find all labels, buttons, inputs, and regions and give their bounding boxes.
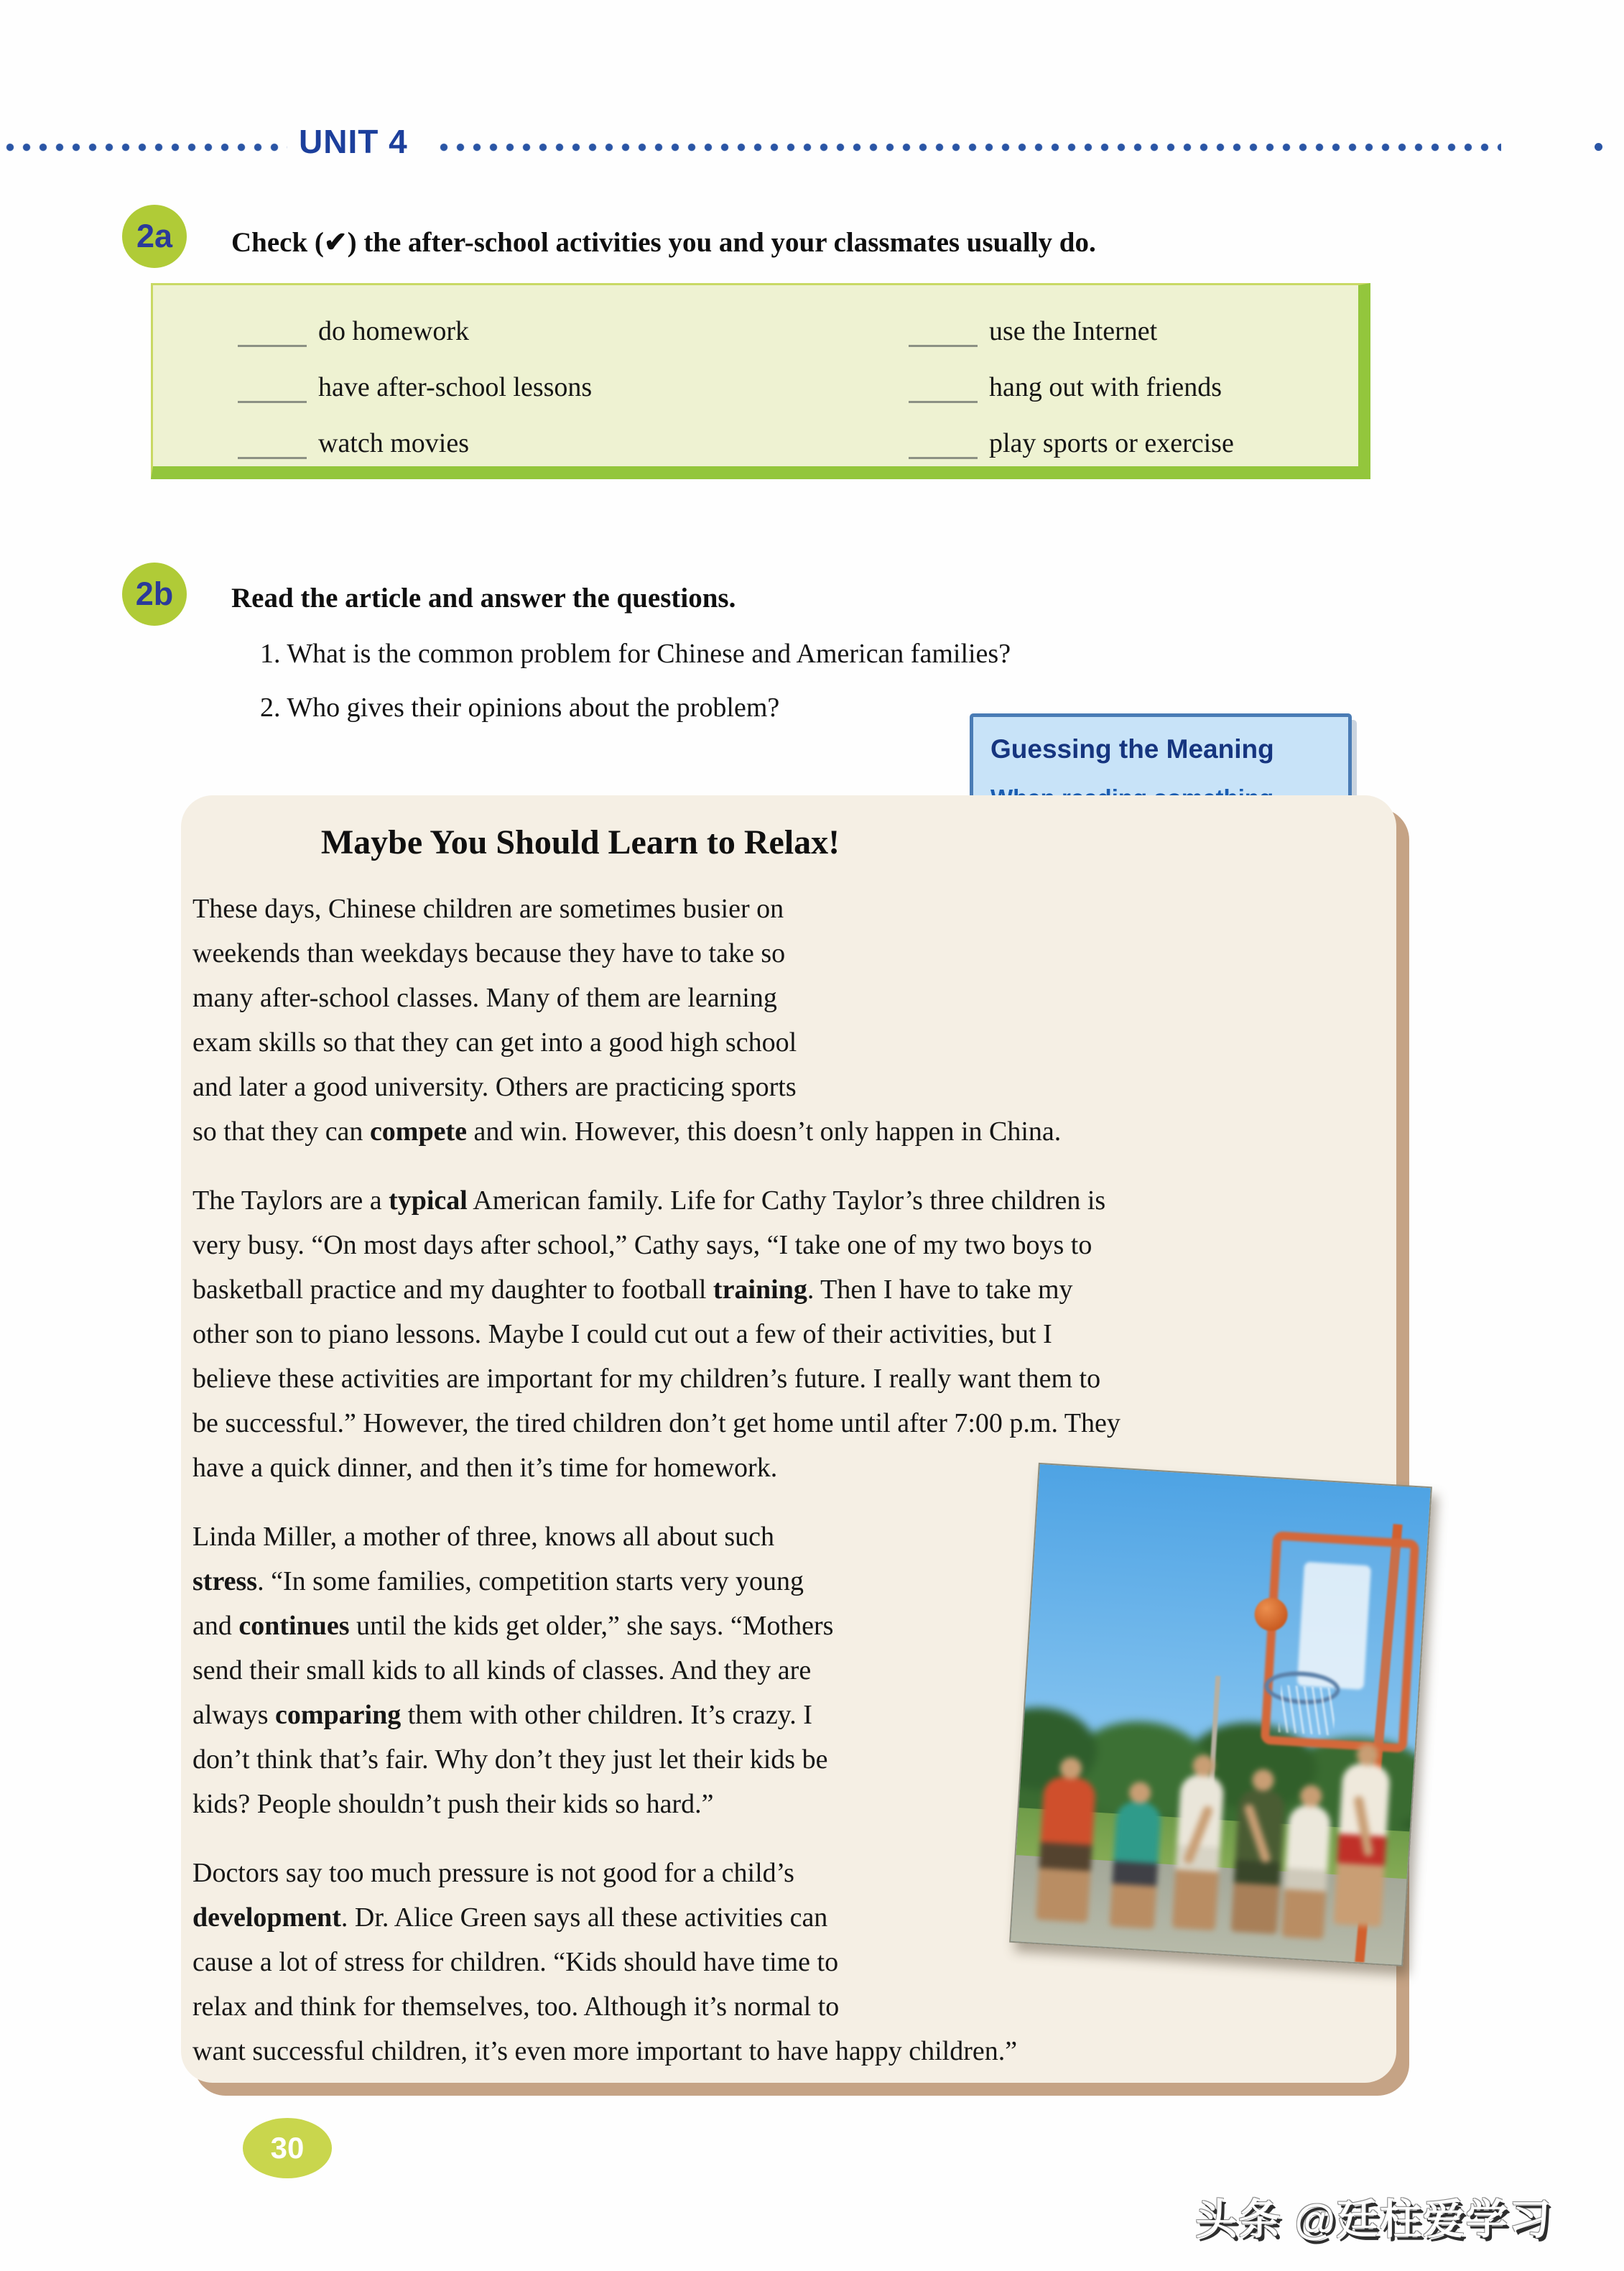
activity-label: play sports or exercise [989,428,1234,458]
answer-blank [909,374,978,403]
activities-checklist-box [151,283,1370,479]
article-text: don’t think that’s fair. Why don’t they just let their kids be [192,1744,828,1775]
article-line [192,1020,1385,1065]
watermark-text: 头条 @廷柱爱学习 [1195,2196,1552,2243]
activities-column-right [909,315,1234,484]
dotted-divider-left [6,143,287,152]
article-keyword: compete [369,1116,467,1147]
section-badge-2b: 2b [122,563,187,626]
article-text: many after-school classes. Many of them are learning [192,983,777,1013]
article-text: other son to piano lessons. Maybe I could cut out a few of their activities, but I [192,1319,1052,1349]
article-line [192,1401,1385,1446]
article-text: be successful.” However, the tired children don’t get home until after 7:00 p.m. They [192,1408,1120,1438]
article-line [192,887,1385,931]
answer-blank [909,318,978,347]
article-text: them with other children. It’s crazy. I [401,1700,812,1730]
article-text: Doctors say too much pressure is not good for a child’s [192,1858,794,1888]
article-line [192,931,1385,976]
article-keyword: comparing [275,1700,402,1730]
article-line [192,1312,1385,1356]
article-text: . “In some families, competition starts very young [257,1566,804,1596]
article-text: exam skills so that they can get into a good high school [192,1027,797,1058]
article-text: cause a lot of stress for children. “Kids should have time to [192,1947,839,1977]
photo-player [1036,1776,1096,1923]
article-text: American family. Life for Cathy Taylor’s three children is [467,1185,1106,1216]
article-text: These days, Chinese children are sometimes busier on [192,894,784,924]
article-line [192,1984,1385,2029]
photo-player [1231,1788,1286,1935]
article-keyword: continues [238,1611,350,1641]
article-text: kids? People shouldn’t push their kids so hard.” [192,1789,714,1819]
article-text: weekends than weekdays because they have to take so [192,938,786,968]
reading-strategy-title: Guessing the Meaning [990,734,1274,764]
article-text: Linda Miller, a mother of three, knows all about such [192,1522,774,1552]
article-text: want successful children, it’s even more important to have happy children.” [192,2036,1018,2066]
activity-item [238,427,592,459]
activity-label: watch movies [318,428,470,458]
article-keyword: training [713,1275,807,1305]
article-text: and later a good university. Others are practicing sports [192,1072,797,1102]
article-text: very busy. “On most days after school,” Cathy says, “I take one of my two boys to [192,1230,1092,1260]
photo-player [1172,1774,1225,1930]
section-2a-heading: Check (✔) the after-school activities you and your classmates usually do. [231,227,1096,258]
article-text: relax and think for themselves, too. Although it’s normal to [192,1992,840,2022]
article-text: until the kids get older,” she says. “Mothers [349,1611,834,1641]
article-text: send their small kids to all kinds of classes. And they are [192,1655,812,1685]
answer-blank [909,430,978,459]
activity-label: do homework [318,316,470,346]
answer-blank [238,430,307,459]
article-text: . Dr. Alice Green says all these activities can [340,1902,828,1933]
photo-player [1281,1804,1331,1939]
question-1: 1. What is the common problem for Chinese and American families? [260,639,1011,669]
article-text: have a quick dinner, and then it’s time for homework. [192,1453,778,1483]
article-text: and [192,1611,239,1641]
article-keyword: typical [389,1185,468,1216]
article-text: and win. However, this doesn’t only happen in China. [466,1116,1062,1147]
article-keyword: development [192,1902,341,1933]
article-text: believe these activities are important for my children’s future. I really want them to [192,1364,1101,1394]
unit-title: UNIT 4 [299,123,408,160]
article-text: so that they can [192,1116,370,1147]
question-2: 2. Who gives their opinions about the problem? [260,693,780,723]
article-text: always [192,1700,276,1730]
section-2b-heading: Read the article and answer the questions. [231,583,736,614]
article-text: basketball practice and my daughter to football [192,1275,713,1305]
article-line [192,1065,1385,1109]
activity-item [909,315,1234,347]
article-paragraph-1 [192,887,1385,1154]
activity-item [238,315,592,347]
article-line [192,1109,1385,1154]
answer-blank [238,318,307,347]
article-line [192,1178,1385,1223]
photo-players-group [1011,1712,1415,1965]
article-title: Maybe You Should Learn to Relax! [320,823,840,861]
photo-player [1110,1801,1162,1929]
activity-label: use the Internet [989,316,1158,346]
activity-label: hang out with friends [989,372,1222,402]
photo-backboard [1297,1562,1371,1690]
article-line [192,976,1385,1020]
article-line [192,1223,1385,1267]
article-line [192,1267,1385,1312]
article-text: The Taylors are a [192,1185,389,1216]
article-line [192,2029,1385,2073]
activity-label: have after-school lessons [318,372,593,402]
activities-column-left [238,315,592,484]
basketball-photo [1009,1463,1432,1966]
dotted-divider-end-dot [1595,143,1602,151]
article-line [192,1356,1385,1401]
activity-item [909,427,1234,459]
article-keyword: stress [192,1566,258,1596]
activity-item [238,371,592,403]
dotted-divider-right [440,143,1501,152]
article-text: . Then I have to take my [807,1275,1073,1305]
section-badge-2a: 2a [122,205,187,268]
answer-blank [238,374,307,403]
activity-item [909,371,1234,403]
article-paragraph-2 [192,1178,1385,1490]
page-number-badge: 30 [243,2118,332,2178]
